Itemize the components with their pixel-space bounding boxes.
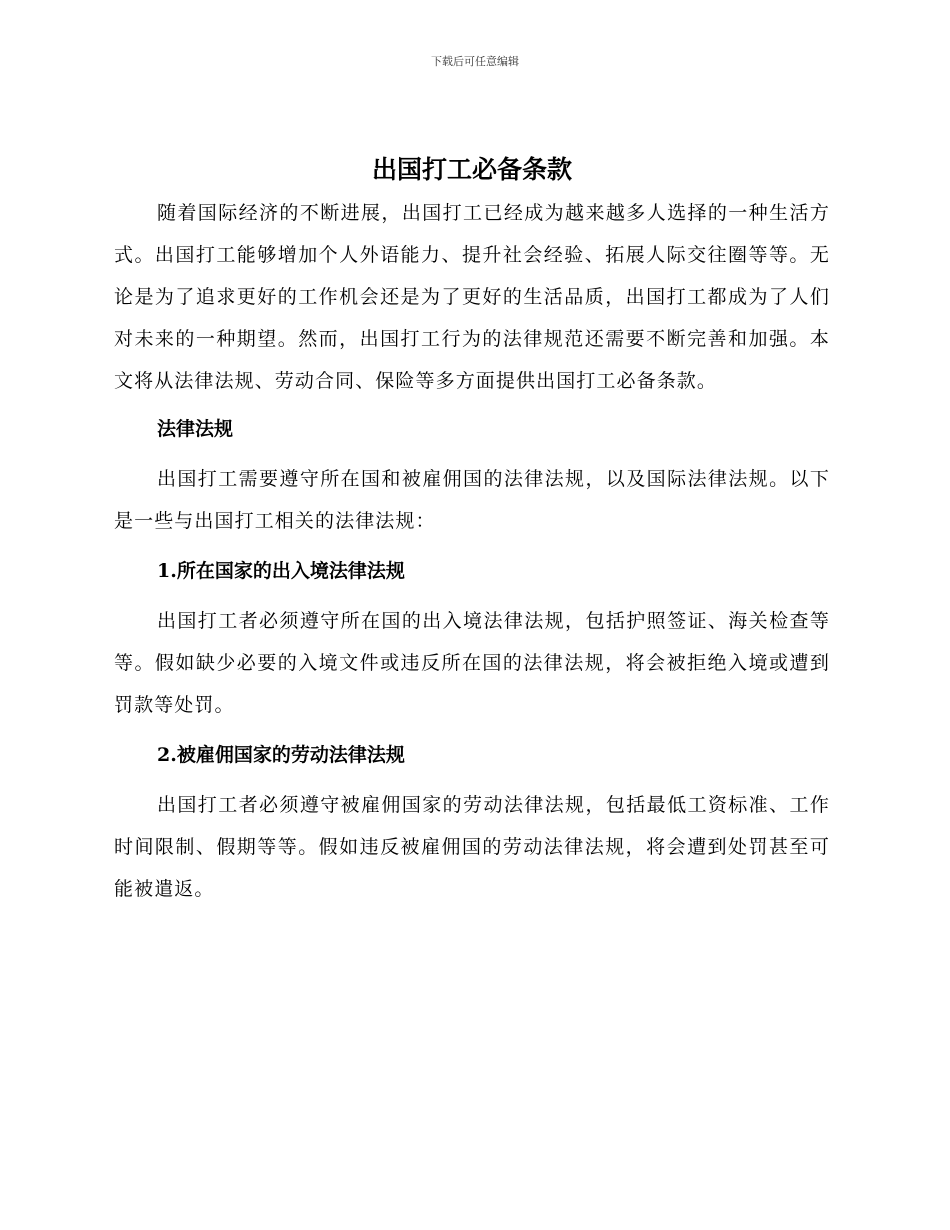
document-content [114,148,830,910]
header-note: 下载后可任意编辑 [431,55,519,68]
section-heading-labor-law: 2.被雇佣国家的劳动法律法规 [157,744,405,766]
section-body-laws: 出国打工需要遵守所在国和被雇佣国的法律法规，以及国际法律法规。以下是一些与出国打工相关的法律法规： [114,468,830,532]
section-body-entry-exit: 出国打工者必须遵守所在国的出入境法律法规，包括护照签证、海关检查等等。假如缺少必要的入境文件或违反所在国的法律法规，将会被拒绝入境或遭到罚款等处罚。 [114,610,830,716]
section-heading-entry-exit: 1.所在国家的出入境法律法规 [157,560,405,582]
document-title: 出国打工必备条款 [371,155,572,184]
intro-paragraph: 随着国际经济的不断进展，出国打工已经成为越来越多人选择的一种生活方式。出国打工能够增加个人外语能力、提升社会经验、拓展人际交往圈等等。无论是为了追求更好的工作机会还是为了更好的生活品质，出国打工都成为了人们对未来的一种期望。然而，出国打工行为的法律规范还需要不断完善和加强。本文将从法律法规、劳动合同、保险等多方面提供出国打工必备条款。 [114,202,830,392]
section-heading-laws: 法律法规 [157,418,234,440]
section-body-labor-law: 出国打工者必须遵守被雇佣国家的劳动法律法规，包括最低工资标准、工作时间限制、假期等等。假如违反被雇佣国的劳动法律法规，将会遭到处罚甚至可能被遣返。 [114,794,830,900]
